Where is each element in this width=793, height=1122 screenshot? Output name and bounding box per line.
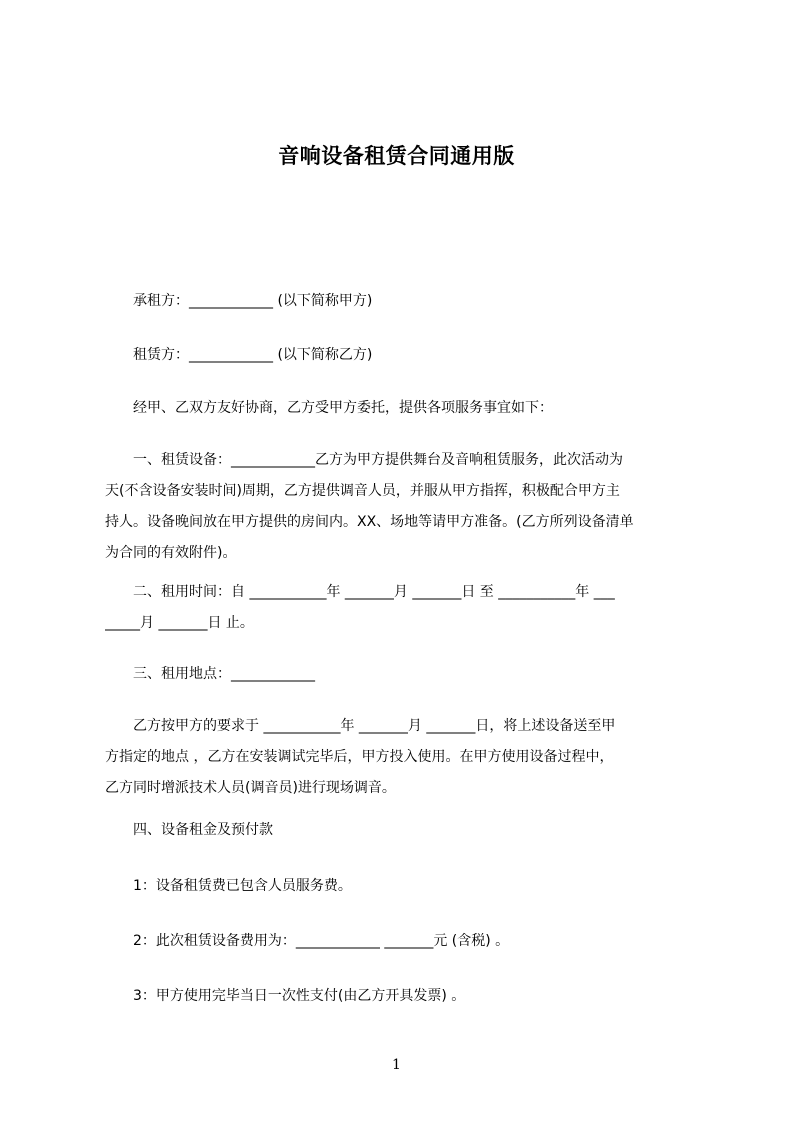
- section-2-line: 二、租用时间：自 ___________年 _______月 _______日 至 ___________年 ___: [105, 584, 615, 600]
- clause-1: 1：设备租赁费已包含人员服务费。: [105, 878, 352, 894]
- delivery-paragraph: [105, 711, 700, 804]
- document-title: 音响设备租赁合同通用版: [278, 144, 515, 168]
- section-2-rental-period: [105, 577, 700, 639]
- lessor-line: 租赁方：____________ (以下简称乙方): [105, 347, 373, 363]
- preamble-paragraph: 经甲、乙双方友好协商，乙方受甲方委托，提供各项服务事宜如下：: [105, 400, 553, 416]
- page-number: 1: [392, 1057, 401, 1073]
- delivery-line: 方指定的地点 ，乙方在安装调试完毕后，甲方投入使用。在甲方使用设备过程中，: [105, 749, 614, 765]
- delivery-line: 乙方同时增派技术人员(调音员)进行现场调音。: [105, 780, 396, 796]
- delivery-line: 乙方按甲方的要求于 ___________年 _______月 _______日，将上述设备送至甲: [105, 718, 616, 734]
- section-2-line: _____月 _______日 止。: [105, 615, 254, 631]
- section-4-heading: 四、设备租金及预付款: [105, 822, 273, 838]
- section-1-line: 一、租赁设备：____________乙方为甲方提供舞台及音响租赁服务，此次活动为: [105, 452, 623, 468]
- lessee-line: 承租方：____________ (以下简称甲方): [105, 293, 373, 309]
- clause-3: 3：甲方使用完毕当日一次性支付(由乙方开具发票) 。: [105, 988, 466, 1004]
- section-3-rental-location: 三、租用地点：____________: [105, 666, 315, 682]
- section-1-line: 天(不含设备安装时间)周期，乙方提供调音人员，并服从甲方指挥，积极配合甲方主: [105, 483, 620, 499]
- section-1-rental-equipment: [105, 445, 700, 569]
- section-1-line: 持人。设备晚间放在甲方提供的房间内。XX、场地等请甲方准备。(乙方所列设备清单: [105, 514, 634, 530]
- section-1-line: 为合同的有效附件)。: [105, 545, 237, 561]
- clause-2: 2：此次租赁设备费用为：____________ _______元 (含税) 。: [105, 933, 510, 949]
